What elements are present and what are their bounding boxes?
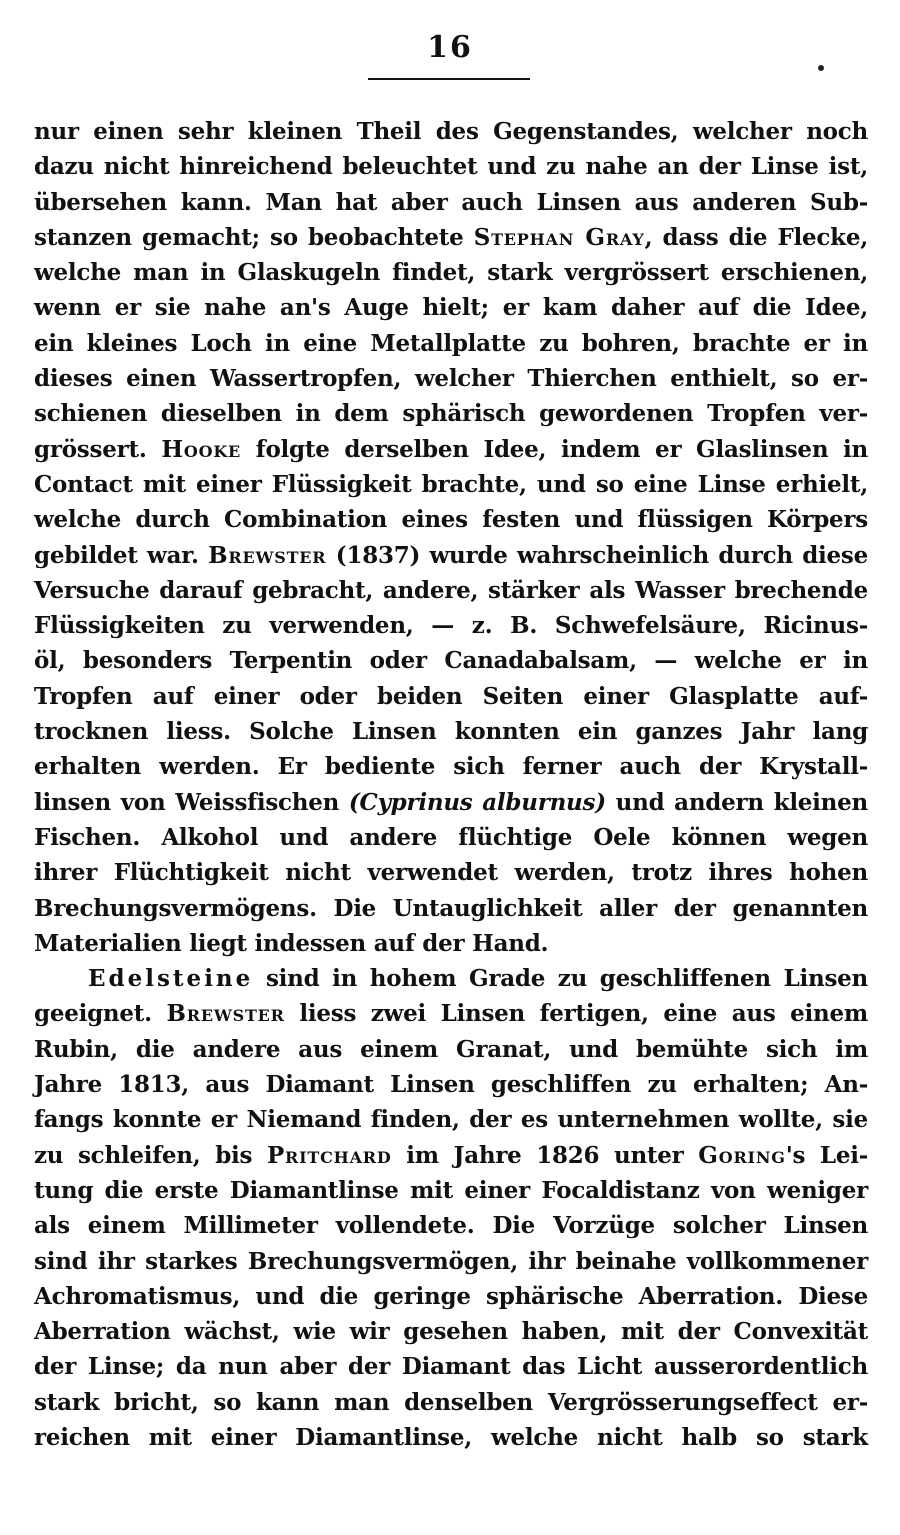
text-line: ein kleines Loch in eine Metallplatte zu bohren, brachte er in — [34, 329, 868, 357]
text-line: fangs konnte er Niemand finden, der es unternehmen wollte, sie — [34, 1106, 868, 1134]
person-name: Stephan Gray — [473, 223, 645, 251]
text-line: welche man in Glaskugeln findet, stark vergrössert erschienen, — [34, 259, 868, 287]
text-line: tung die erste Diamantlinse mit einer Focaldistanz von weniger — [34, 1176, 868, 1204]
text-line: Edelsteine sind in hohem Grade zu geschliffenen Linsen — [88, 965, 868, 993]
text-line: Versuche darauf gebracht, andere, stärker als Wasser brechende — [34, 576, 868, 604]
text-line: Fischen. Alkohol und andere flüchtige Oele können wegen — [34, 823, 868, 851]
header-rule — [368, 78, 530, 80]
text-line: reichen mit einer Diamantlinse, welche nicht halb so stark — [34, 1423, 868, 1451]
text-line: ihrer Flüchtigkeit nicht verwendet werden, trotz ihres hohen — [34, 859, 868, 887]
text-line: zu schleifen, bis Pritchard im Jahre 1826 unter Goring's Lei- — [34, 1141, 868, 1169]
person-name: Brewster — [166, 1000, 285, 1028]
text-line: schienen dieselben in dem sphärisch gewordenen Tropfen ver- — [34, 400, 868, 428]
text-line: dazu nicht hinreichend beleuchtet und zu nahe an der Linse ist, — [34, 153, 868, 181]
text-line: Jahre 1813, aus Diamant Linsen geschliffen zu erhalten; An- — [34, 1071, 868, 1099]
text-line: geeignet. Brewster liess zwei Linsen fertigen, eine aus einem — [34, 1000, 868, 1028]
person-name: Goring — [698, 1141, 786, 1169]
text-line: Aberration wächst, wie wir gesehen haben, mit der Convexität — [34, 1318, 868, 1346]
person-name: Pritchard — [266, 1141, 392, 1169]
text-line: stanzen gemacht; so beobachtete Stephan Gray, dass die Flecke, — [34, 223, 868, 251]
text-line: Tropfen auf einer oder beiden Seiten einer Glasplatte auf- — [34, 682, 868, 710]
text-line: grössert. Hooke folgte derselben Idee, indem er Glaslinsen in — [34, 435, 868, 463]
text-line: dieses einen Wassertropfen, welcher Thierchen enthielt, so er- — [34, 365, 868, 393]
body-text — [34, 114, 868, 1455]
text-line: gebildet war. Brewster (1837) wurde wahrscheinlich durch diese — [34, 541, 868, 569]
text-line: linsen von Weissfischen (Cyprinus alburnus) und andern kleinen — [34, 788, 869, 816]
text-line: Brechungsvermögens. Die Untauglichkeit aller der genannten — [34, 894, 868, 922]
text-line: Materialien liegt indessen auf der Hand. — [34, 929, 549, 957]
text-line: stark bricht, so kann man denselben Vergrösserungseffect er- — [34, 1388, 868, 1416]
ink-speck — [818, 65, 824, 71]
text-line: übersehen kann. Man hat aber auch Linsen aus anderen Sub- — [34, 188, 868, 216]
text-line: Contact mit einer Flüssigkeit brachte, und so eine Linse erhielt, — [34, 470, 868, 498]
text-line: öl, besonders Terpentin oder Canadabalsam, — welche er in — [34, 647, 868, 675]
text-line: nur einen sehr kleinen Theil des Gegenstandes, welcher noch — [34, 118, 868, 145]
text-line: erhalten werden. Er bediente sich ferner auch der Krystall- — [34, 753, 868, 781]
text-line: wenn er sie nahe an's Auge hielt; er kam daher auf die Idee, — [34, 294, 868, 322]
text-line: Rubin, die andere aus einem Granat, und bemühte sich im — [34, 1035, 868, 1063]
text-line: trocknen liess. Solche Linsen konnten ein ganzes Jahr lang — [34, 718, 868, 746]
text-line: sind ihr starkes Brechungsvermögen, ihr beinahe vollkommener — [34, 1247, 868, 1275]
text-line: der Linse; da nun aber der Diamant das Licht ausserordentlich — [34, 1353, 868, 1381]
person-name: Hooke — [161, 435, 242, 463]
text-line: welche durch Combination eines festen und flüssigen Körpers — [34, 506, 868, 534]
latin-species-name: (Cyprinus alburnus) — [348, 788, 606, 816]
spaced-term: Edelsteine — [88, 965, 254, 993]
text-line: Flüssigkeiten zu verwenden, — z. B. Schwefelsäure, Ricinus- — [34, 612, 868, 640]
text-line: als einem Millimeter vollendete. Die Vorzüge solcher Linsen — [34, 1212, 868, 1240]
text-line: Achromatismus, und die geringe sphärische Aberration. Diese — [34, 1282, 868, 1310]
person-name: Brewster — [208, 541, 327, 569]
page-number: 16 — [427, 30, 473, 65]
